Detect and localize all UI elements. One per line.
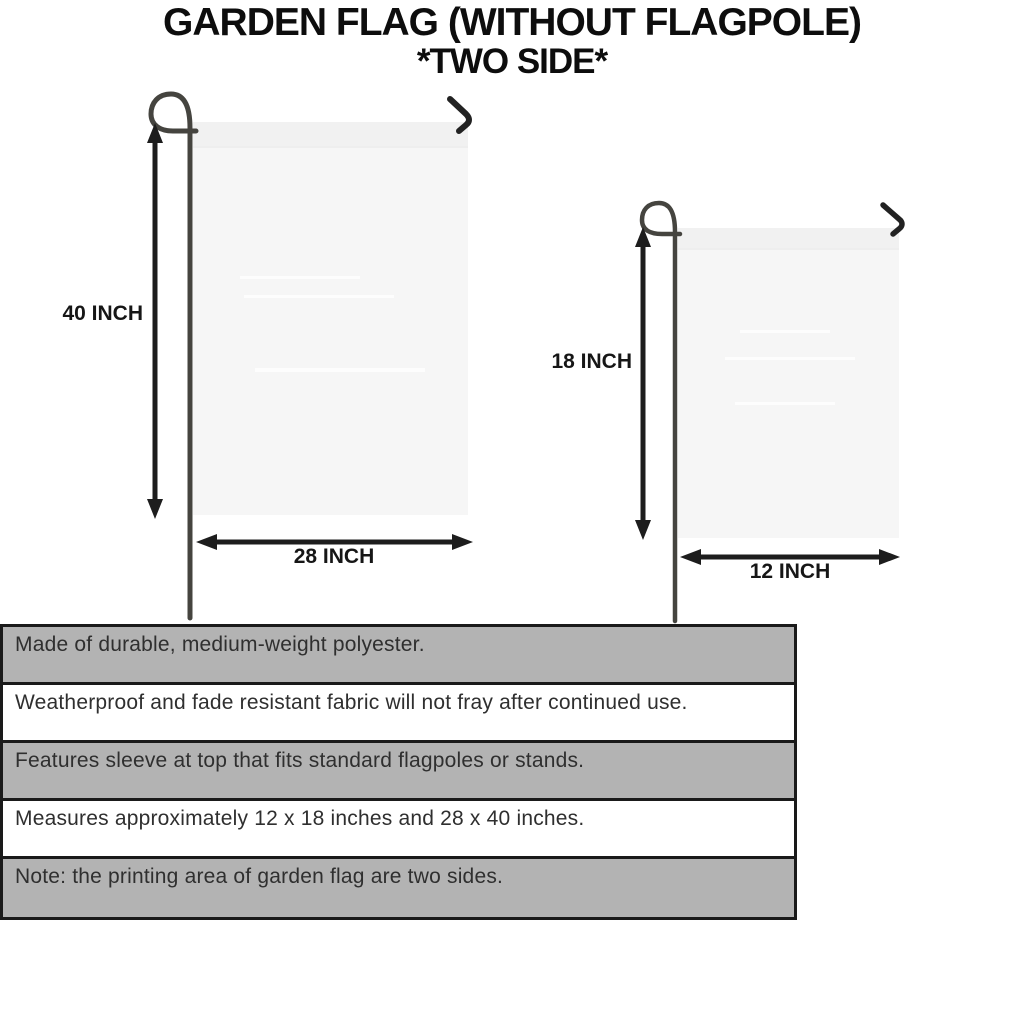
spec-row-weatherproof: Weatherproof and fade resistant fabric will not fray after continued use. bbox=[3, 685, 794, 743]
spec-row-material: Made of durable, medium-weight polyester. bbox=[3, 627, 794, 685]
large-flag-width-label: 28 INCH bbox=[293, 545, 375, 568]
large-flag-height-arrow bbox=[147, 123, 163, 519]
small-flagpole bbox=[642, 203, 680, 621]
small-flag-width-label: 12 INCH bbox=[749, 560, 831, 583]
spec-row-sleeve: Features sleeve at top that fits standard flagpoles or stands. bbox=[3, 743, 794, 801]
spec-row-measures: Measures approximately 12 x 18 inches and 28 x 40 inches. bbox=[3, 801, 794, 859]
large-flag-group bbox=[147, 94, 473, 618]
page-title: GARDEN FLAG (WITHOUT FLAGPOLE) bbox=[163, 1, 861, 44]
large-flag-canvas bbox=[193, 122, 468, 515]
small-flag-height-arrow bbox=[635, 227, 651, 540]
large-flag-sleeve bbox=[193, 122, 468, 146]
small-flag-canvas bbox=[678, 228, 899, 538]
small-flag-height-label: 18 INCH bbox=[551, 350, 632, 373]
specs-table bbox=[0, 624, 797, 920]
page-subtitle: *TWO SIDE* bbox=[416, 42, 608, 82]
large-flag-height-label: 40 INCH bbox=[62, 302, 143, 325]
small-flag-group bbox=[635, 203, 902, 621]
large-flagpole bbox=[151, 94, 196, 618]
small-flag-sleeve bbox=[678, 228, 899, 248]
spec-row-note: Note: the printing area of garden flag are two sides. bbox=[3, 859, 794, 917]
